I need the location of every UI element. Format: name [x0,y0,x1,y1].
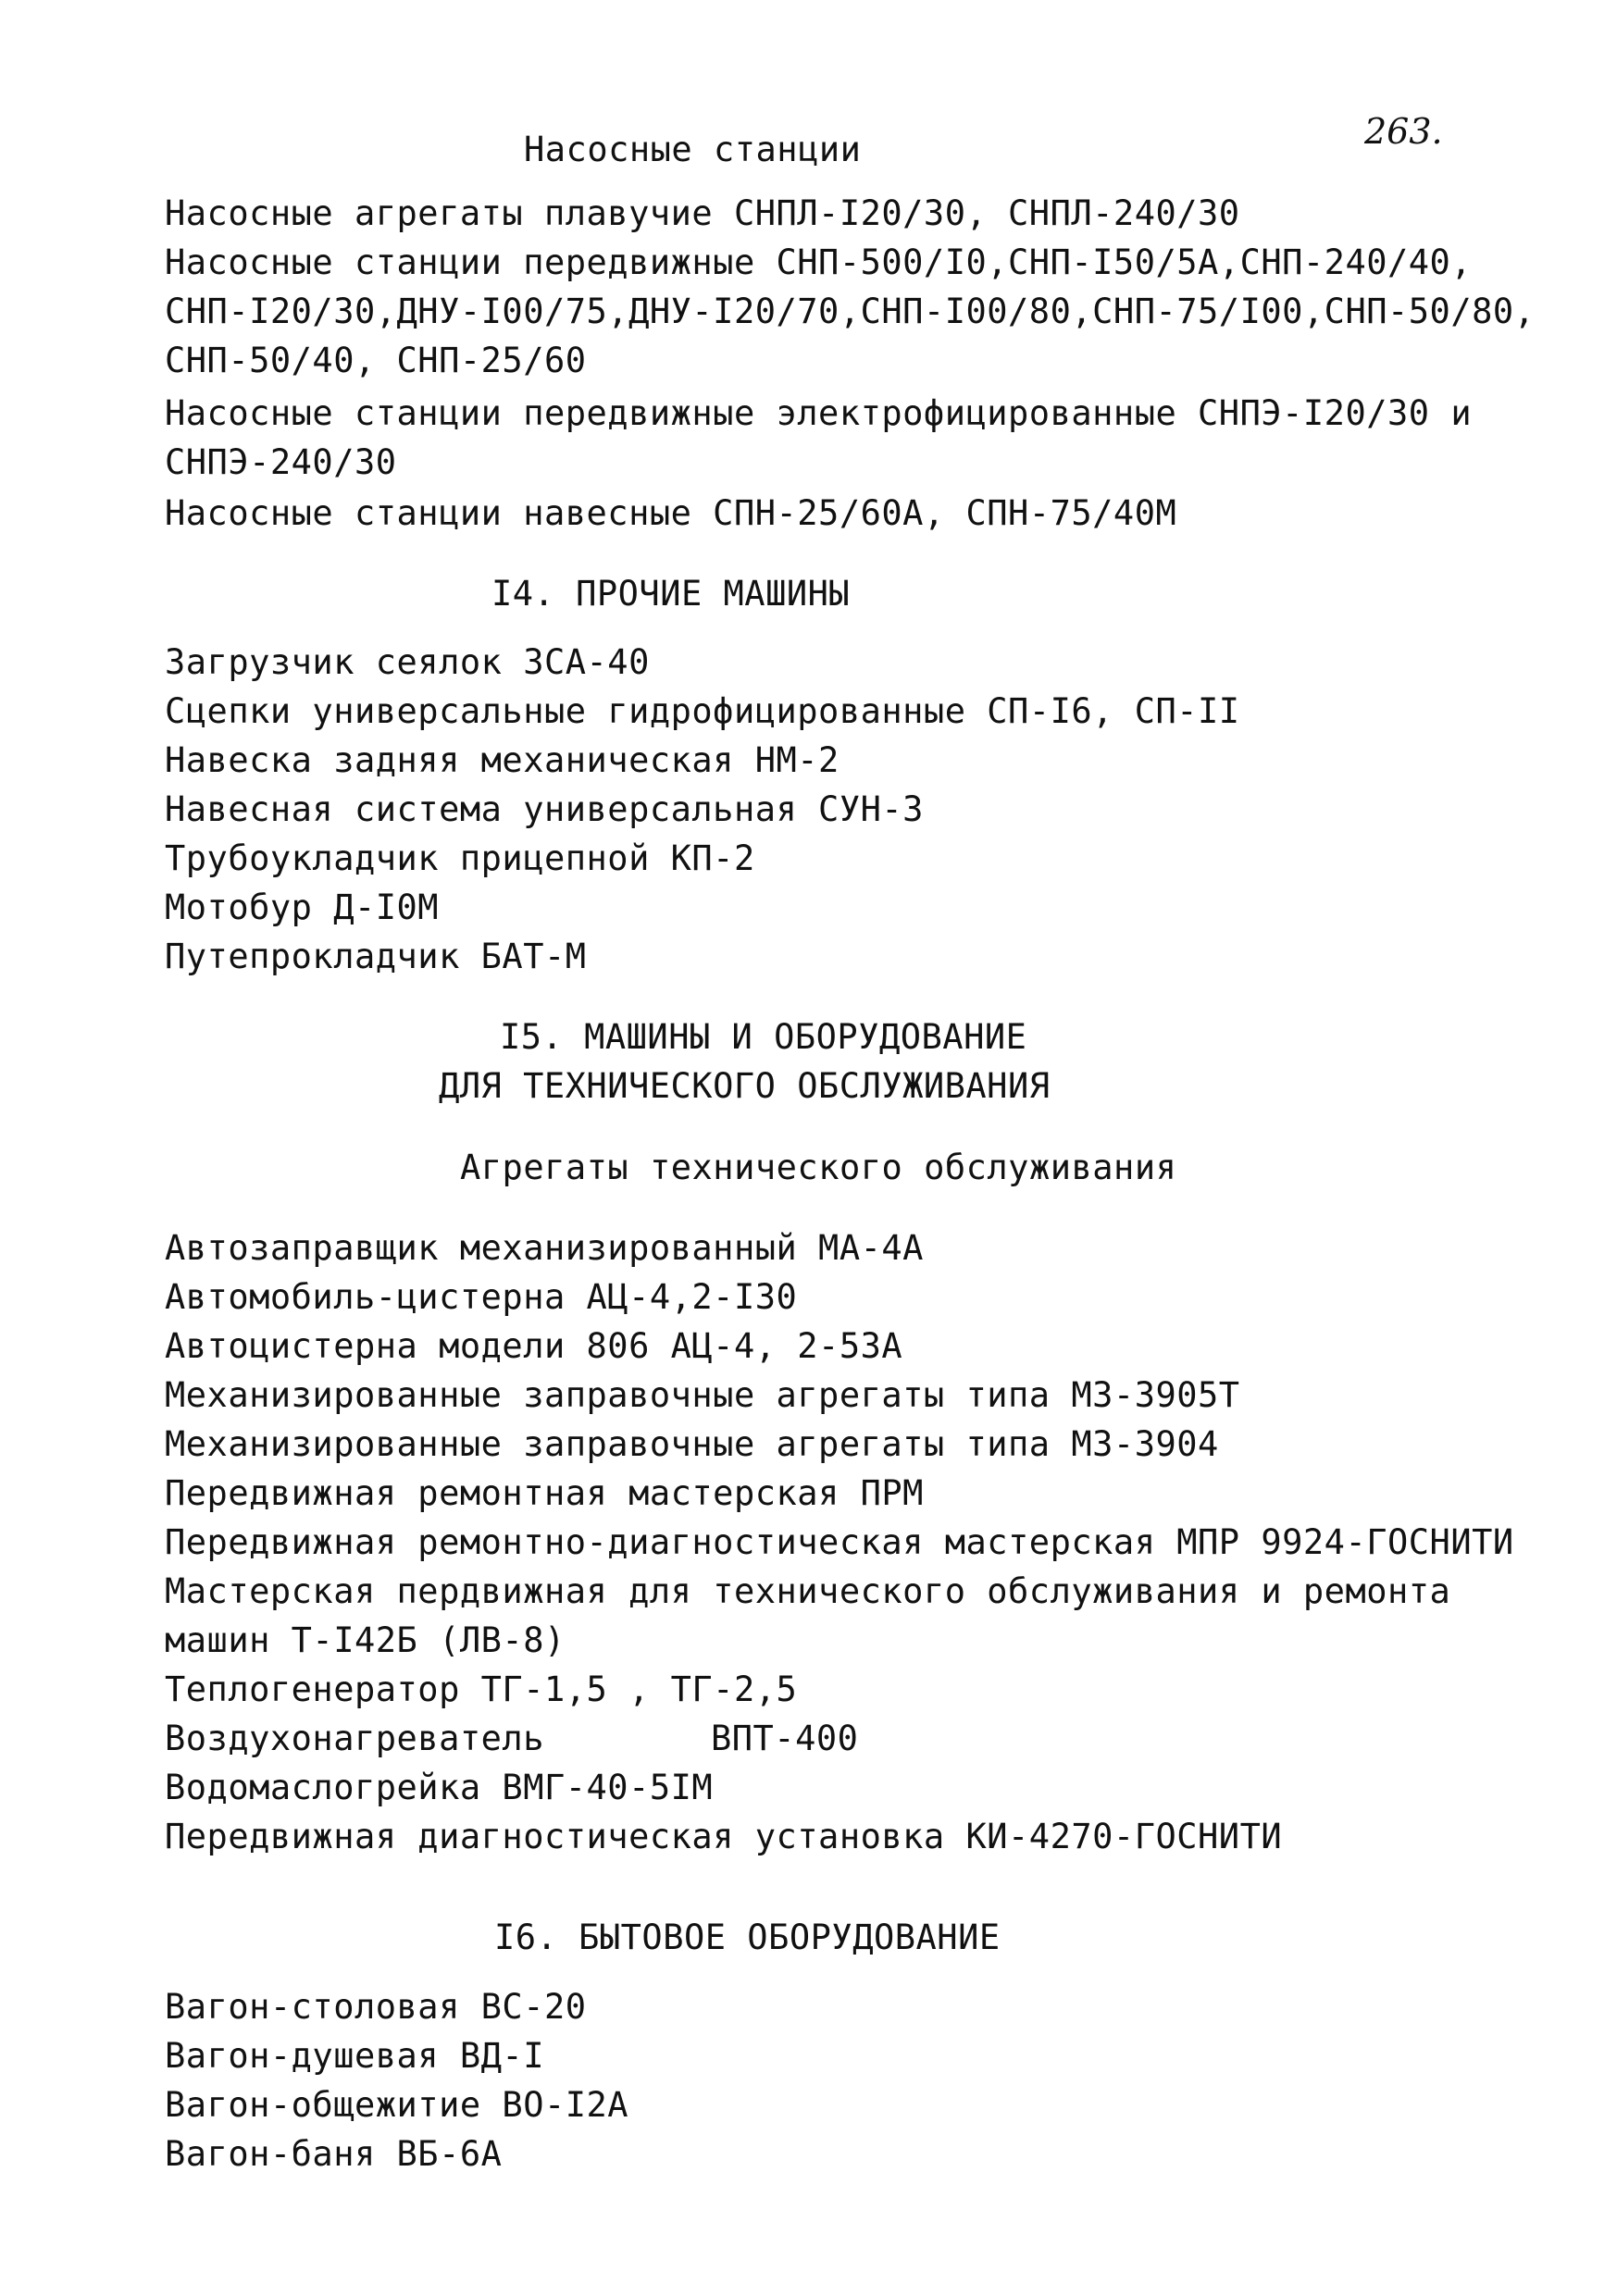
text-line: Вагон-общежитие ВО-I2А [165,2085,629,2125]
text-line: Автозаправщик механизированный МА-4А [165,1228,924,1268]
text-line: Механизированные заправочные агрегаты типа МЗ-3905Т [165,1375,1240,1415]
text-line: Передвижная ремонтная мастерская ПРМ [165,1473,924,1513]
text-line: СНП-I20/30,ДНУ-I00/75,ДНУ-I20/70,СНП-I00/80,СНП-75/I00,СНП-50/80, [165,292,1536,331]
text-line: Насосные станции передвижные электрофицированные СНПЭ-I20/30 и [165,393,1473,433]
text-line: Загрузчик сеялок ЗСА-40 [165,642,650,682]
section-heading-household: I6. БЫТОВОЕ ОБОРУДОВАНИЕ [494,1917,1001,1957]
text-line: Автоцистерна модели 806 АЦ-4, 2-53А [165,1326,903,1366]
text-line: Насосные станции навесные СПН-25/60А, СПН-75/40М [165,493,1177,533]
text-line: Насосные агрегаты плавучие СНПЛ-I20/30, СНПЛ-240/30 [165,193,1240,233]
text-line: Теплогенератор ТГ-1,5 , ТГ-2,5 [165,1669,798,1709]
text-line: Вагон-душевая ВД-I [165,2036,544,2076]
text-line: Передвижная ремонтно-диагностическая мастерская МПР 9924-ГОСНИТИ [165,1522,1514,1562]
text-line: Навеска задняя механическая НМ-2 [165,740,840,780]
text-line: Мастерская пердвижная для технического обслуживания и ремонта [165,1571,1451,1611]
text-line-heater [165,1717,858,1761]
text-line: СНП-50/40, СНП-25/60 [165,341,587,380]
section-heading-other-machines: I4. ПРОЧИЕ МАШИНЫ [491,574,851,614]
text-line: Сцепки универсальные гидрофицированные СП-I6, СП-II [165,691,1240,731]
subsection-heading-maintenance-units: Агрегаты технического обслуживания [460,1148,1177,1187]
section-heading-pump-stations: Насосные станции [524,130,862,169]
page-number: 263. [1364,111,1443,152]
heater-label: Воздухонагреватель [165,1719,544,1758]
heater-model: ВПТ-400 [710,1719,859,1758]
text-line: Автомобиль-цистерна АЦ-4,2-I30 [165,1277,798,1317]
text-line: Насосные станции передвижные СНП-500/I0,СНП-I50/5А,СНП-240/40, [165,242,1473,282]
text-line: СНПЭ-240/30 [165,442,397,482]
section-heading-maintenance-line1: I5. МАШИНЫ И ОБОРУДОВАНИЕ [500,1017,1027,1057]
text-line: Мотобур Д-I0М [165,887,440,927]
text-line: Передвижная диагностическая установка КИ-4270-ГОСНИТИ [165,1817,1283,1856]
section-heading-maintenance-line2: ДЛЯ ТЕХНИЧЕСКОГО ОБСЛУЖИВАНИЯ [439,1066,1051,1106]
text-line: Трубоукладчик прицепной КП-2 [165,838,755,878]
text-line: Навесная система универсальная СУН-3 [165,789,924,829]
text-line: Механизированные заправочные агрегаты типа МЗ-3904 [165,1424,1219,1464]
text-line: Путепрокладчик БАТ-М [165,937,587,976]
text-line: Вагон-столовая ВС-20 [165,1987,587,2027]
text-line: Водомаслогрейка ВМГ-40-5IМ [165,1768,714,1807]
text-line: Вагон-баня ВБ-6А [165,2134,503,2174]
text-line: машин Т-I42Б (ЛВ-8) [165,1620,566,1660]
